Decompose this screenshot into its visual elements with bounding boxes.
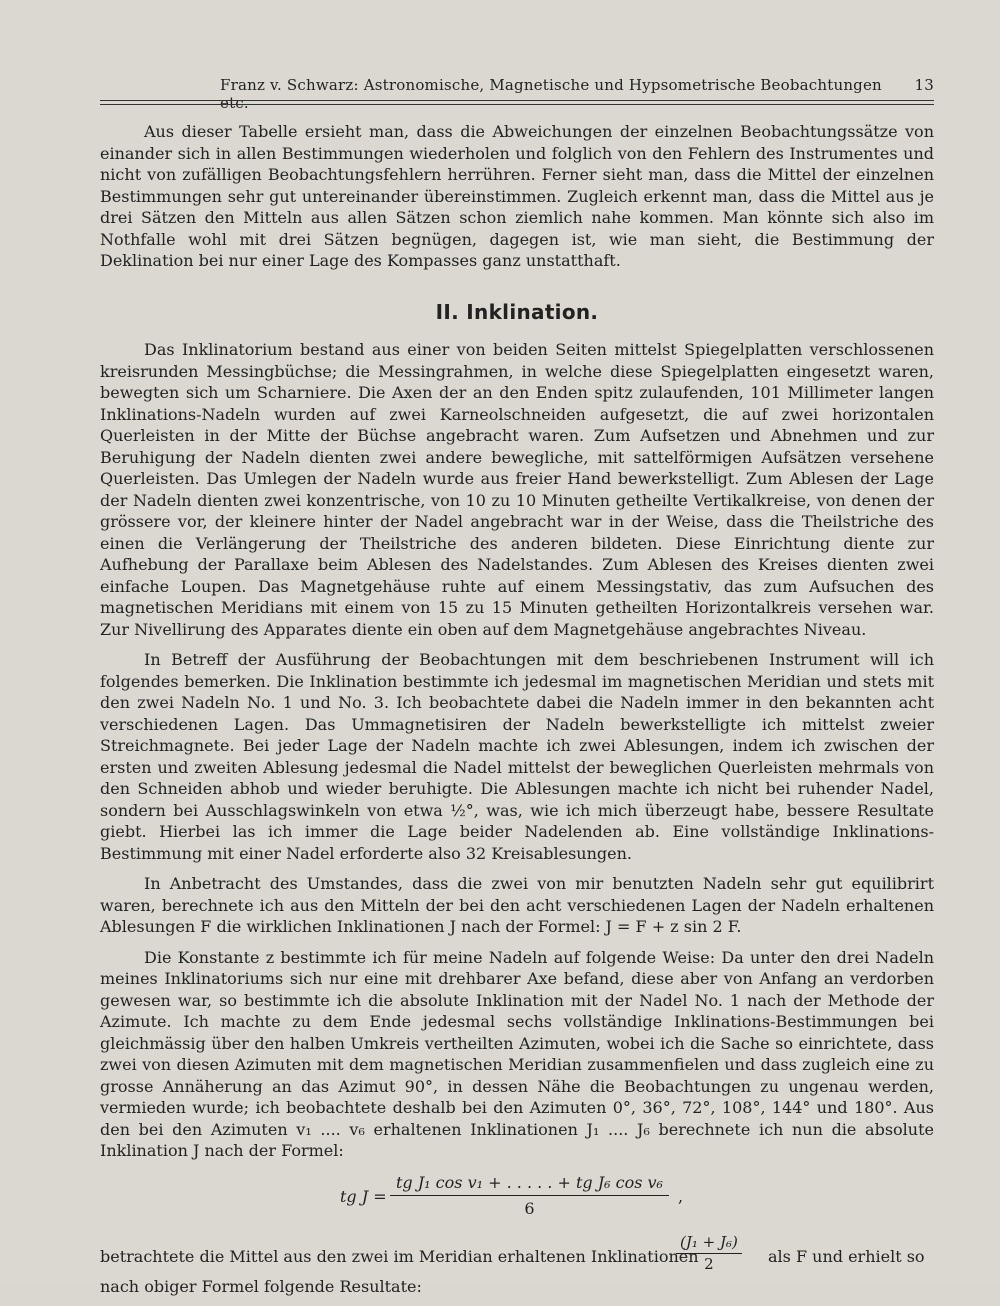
- paragraph-intro: Aus dieser Tabelle ersieht man, dass die Abweichungen der einzelnen Beobachtungssätze von einander sich in allen Bestimmungen wiederholen und folglich von den Fehlern des Instrumentes und nicht von zufälligen Beobachtungsfehlern herrühren. Ferner sieht man, dass die Mittel der einzelnen Bestimmungen sehr gut untereinander übereinstimmen. Zugleich erkennt man, dass die Mittel aus je drei Sätzen den Mitteln aus allen Sätzen schon ziemlich nahe kommen. Man könnte sich also im Nothfalle wohl mit drei Sätzen begnügen, dagegen ist, wie man sieht, die Bestimmung der Deklination bei nur einer Lage des Kompasses ganz unstatthaft.: [100, 122, 934, 270]
- closing-final-line: nach obiger Formel folgende Resultate:: [100, 1276, 422, 1296]
- formula-denominator: 6: [524, 1199, 535, 1218]
- formula-fraction: [390, 1172, 669, 1220]
- closing-frac-denominator: 2: [704, 1255, 714, 1273]
- header-rule-thin: [100, 104, 934, 105]
- page-number: 13: [914, 76, 934, 94]
- paragraph-constant: Die Konstante z bestimmte ich für meine Nadeln auf folgende Weise: Da unter den drei Nadeln meines Inklinatoriums sich nur eine mit drehbarer Axe befand, diese aber von Anfang an verdorben gewesen war, so bestimmte ich die absolute Inklination mit der Nadel No. 1 nach der Methode der Azimute. Ich machte zu dem Ende jedesmal sechs vollständige Inklinations-Bestimmungen bei gleichmässig über den halben Umkreis vertheilten Azimuten, wobei ich die Sache so einrichtete, dass zwei von diesen Azimuten mit dem magnetischen Meridian zusammenfielen und dass zugleich eine zu grosse Annäherung an das Azimut 90°, in dessen Nähe die Beobachtungen zu ungenau werden, vermieden wurde; ich beobachtete deshalb bei den Azimuten 0°, 36°, 72°, 108°, 144° und 180°. Aus den bei den Azimuten v₁ .... v₆ erhaltenen Inklinationen J₁ .... J₆ berechnete ich nun die absolute Inklination J nach der Formel:: [100, 947, 934, 1160]
- closing-text-before: betrachtete die Mittel aus den zwei im Meridian erhaltenen Inklinationen: [100, 1246, 699, 1266]
- paragraph-instrument: Das Inklinatorium bestand aus einer von beiden Seiten mittelst Spiegelplatten verschlossenen kreisrunden Messingbüchse; die Messingrahmen, in welche diese Spiegelplatten eingesetzt waren, bewegten sich um Scharniere. Die Axen der an den Enden spitz zulaufenden, 101 Millimeter langen Inklinations-Nadeln wurden auf zwei Karneolschneiden aufgesetzt, die auf zwei horizontalen Querleisten in der Mitte der Büchse angebracht waren. Zum Aufsetzen und Abnehmen und zur Beruhigung der Nadeln dienten zwei andere bewegliche, mit sattelförmigen Aufsätzen versehene Querleisten. Das Umlegen der Nadeln wurde aus freier Hand bewerkstelligt. Zum Ablesen der Lage der Nadeln dienten zwei konzentrische, von 10 zu 10 Minuten getheilte Vertikalkreise, von denen der grössere vor, der kleinere hinter der Nadel angebracht war in der Weise, dass die Theilstriche des einen die Verlängerung der Theilstriche des anderen bildeten. Diese Einrichtung diente zur Aufhebung der Parallaxe beim Ablesen des Nadelstandes. Zum Ablesen des Kreises dienten zwei einfache Loupen. Das Magnetgehäuse ruhte auf einem Messingstativ, das zum Aufsuchen des magnetischen Meridians mit einem von 15 zu 15 Minuten getheilten Horizontalkreis versehen war. Zur Nivellirung des Apparates diente ein oben auf dem Magnetgehäuse angebrachtes Niveau.: [100, 340, 934, 639]
- paragraph-calculation: In Anbetracht des Umstandes, dass die zwei von mir benutzten Nadeln sehr gut equilibrirt waren, berechnete ich aus den Mitteln der bei den acht verschiedenen Lagen der Nadeln erhaltenen Ablesungen F die wirklichen Inklinationen J nach der Formel: J = F + z sin 2 F.: [100, 874, 934, 936]
- closing-fraction: [676, 1232, 742, 1276]
- inclination-formula: [100, 1172, 934, 1222]
- closing-text-after: als F und erhielt so: [768, 1246, 925, 1266]
- body-text: [100, 121, 934, 1306]
- closing-frac-numerator: (J₁ + J₆): [676, 1232, 742, 1255]
- formula-numerator: tg J₁ cos v₁ + . . . . . + tg J₆ cos v₆: [390, 1172, 669, 1197]
- closing-line: [100, 1232, 934, 1276]
- paragraph-execution: In Betreff der Ausführung der Beobachtungen mit dem beschriebenen Instrument will ich folgendes bemerken. Die Inklination bestimmte ich jedesmal im magnetischen Meridian und stets mit den zwei Nadeln No. 1 und No. 3. Ich beobachtete dabei die Nadeln immer in den bekannten acht verschiedenen Lagen. Das Ummagnetisiren der Nadeln bewerkstelligte ich mittelst zweier Streichmagnete. Bei jeder Lage der Nadeln machte ich zwei Ablesungen, indem ich zwischen der ersten und zweiten Ablesung jedesmal die Nadel mittelst der beweglichen Querleisten mehrmals von den Schneiden abhob und wieder beruhigte. Die Ablesungen machte ich nicht bei ruhender Nadel, sondern bei Ausschlagswinkeln von etwa ½°, was, wie ich mich überzeugt habe, bessere Resultate giebt. Hierbei las ich immer die Lage beider Nadelenden ab. Eine vollständige Inklinations-Bestimmung mit einer Nadel erforderte also 32 Kreisablesungen.: [100, 650, 934, 863]
- running-header: [100, 76, 934, 112]
- formula-comma: ,: [678, 1186, 684, 1206]
- header-title: Franz v. Schwarz: Astronomische, Magnetische und Hypsometrische Beobachtungen etc.: [220, 76, 882, 112]
- formula-lhs: tg J =: [340, 1186, 387, 1206]
- header-rule-thick: [100, 100, 934, 101]
- section-heading: II. Inklination.: [435, 299, 599, 324]
